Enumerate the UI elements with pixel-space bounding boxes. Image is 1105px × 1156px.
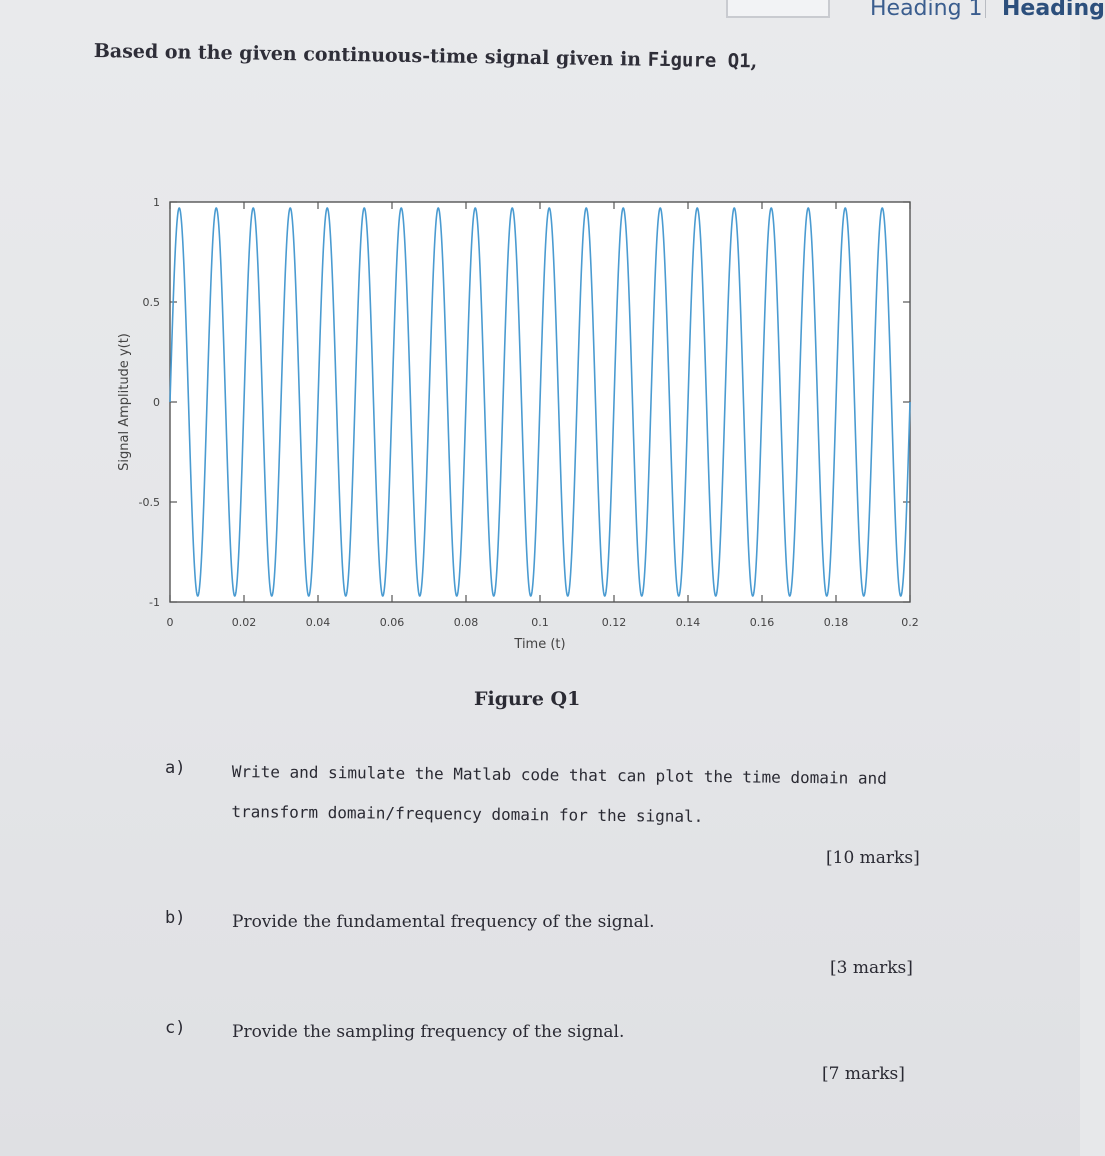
x-tick-label: 0.02 (231, 616, 257, 629)
y-tick-label: 0 (153, 396, 160, 409)
signal-chart (100, 170, 940, 690)
question-intro (94, 40, 758, 72)
question-a-text: Write and simulate the Matlab code that can plot the time domain and transform domain/frequency domain for the signal. (231, 761, 887, 826)
question-c-label: c) (165, 1018, 186, 1038)
style-heading-1[interactable]: Heading 1 (870, 0, 983, 21)
question-b-label: b) (165, 908, 186, 928)
x-tick-label: 0.16 (749, 616, 775, 629)
y-tick-label: -1 (149, 596, 160, 609)
question-c-marks: [7 marks] (822, 1064, 905, 1084)
x-tick-label: 0.18 (823, 616, 849, 629)
question-a-marks: [10 marks] (826, 848, 920, 868)
y-axis-label: Signal Amplitude y(t) (117, 333, 132, 471)
style-heading-2[interactable]: Heading (1002, 0, 1105, 21)
styles-gallery (720, 0, 1105, 21)
intro-figure-ref: Figure Q1 (647, 48, 751, 73)
figure-q1 (100, 170, 940, 690)
question-c-text: Provide the sampling frequency of the signal. (232, 1022, 625, 1042)
x-tick-label: 0.08 (453, 616, 479, 629)
x-tick-label: 0.04 (305, 616, 331, 629)
intro-text-end: , (750, 50, 758, 73)
style-box[interactable] (726, 0, 830, 18)
x-tick-label: 0.12 (601, 616, 627, 629)
x-tick-label: 0.14 (675, 616, 701, 629)
x-tick-label: 0.2 (901, 616, 919, 629)
style-divider (985, 0, 986, 18)
figure-caption: Figure Q1 (474, 688, 581, 710)
y-tick-label: 1 (153, 196, 160, 209)
question-b-text: Provide the fundamental frequency of the signal. (232, 912, 655, 932)
x-tick-label: 0.06 (379, 616, 405, 629)
y-tick-label: 0.5 (142, 296, 160, 309)
x-tick-label: 0 (166, 616, 174, 629)
x-axis-label: Time (t) (514, 637, 566, 652)
question-a-label: a) (165, 758, 186, 778)
y-tick-label: -0.5 (138, 496, 160, 509)
question-b-marks: [3 marks] (830, 958, 913, 978)
x-tick-label: 0.1 (531, 616, 549, 629)
intro-text: Based on the given continuous-time signal given in (93, 40, 648, 71)
